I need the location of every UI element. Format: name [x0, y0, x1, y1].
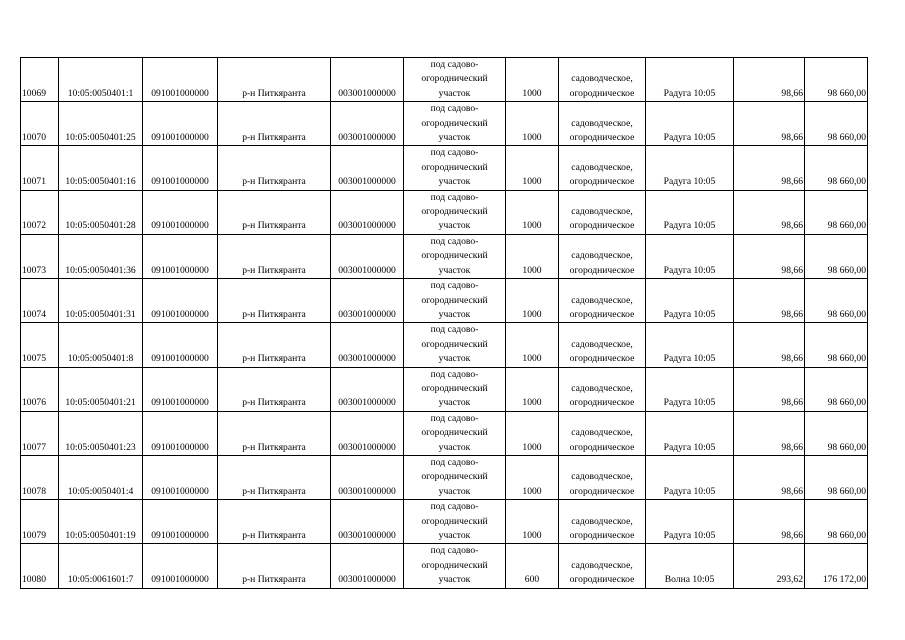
cell-valuation-zone-text: Волна 10:05	[664, 574, 715, 586]
cell-use-category-text: садоводческое, огородническое	[569, 250, 635, 276]
cell-cadastral-number	[59, 146, 143, 190]
cell-specific-value-text: 98,66	[781, 220, 803, 232]
cell-valuation-zone	[646, 411, 734, 455]
cell-valuation-zone-text: Радуга 10:05	[663, 530, 716, 541]
cell-area	[506, 146, 559, 190]
cell-settlement-code	[331, 146, 404, 190]
table-row	[21, 190, 868, 234]
cell-district-text: р-н Питкяранта	[242, 574, 306, 586]
cell-settlement-code-text: 003001000000	[338, 530, 396, 541]
cell-permitted-use	[404, 234, 506, 278]
cell-area	[506, 544, 559, 588]
cell-settlement-code	[331, 455, 404, 499]
cell-use-category	[559, 323, 646, 367]
cell-okato-code	[143, 411, 218, 455]
cell-district-text: р-н Питкяранта	[242, 530, 306, 541]
cell-cadastral-value	[805, 411, 868, 455]
cell-specific-value-text: 98,66	[781, 485, 803, 497]
cell-cadastral-value	[805, 102, 868, 146]
cell-settlement-code-text: 003001000000	[338, 308, 396, 320]
cell-cadastral-number	[59, 544, 143, 588]
cell-record-number-text: 10077	[22, 441, 46, 453]
cell-specific-value	[734, 544, 805, 588]
cell-district	[218, 323, 331, 367]
cell-use-category-text: садоводческое, огородническое	[569, 117, 635, 144]
cell-cadastral-value	[805, 146, 868, 190]
cell-area	[506, 367, 559, 411]
cell-cadastral-number	[59, 367, 143, 411]
cell-okato-code	[143, 190, 218, 234]
cell-specific-value	[734, 58, 805, 102]
table-row	[21, 455, 868, 499]
cell-cadastral-number-text: 10:05:0050401:28	[65, 220, 136, 232]
cell-cadastral-value-text: 98 660,00	[827, 353, 866, 365]
cell-specific-value	[734, 323, 805, 367]
cell-use-category	[559, 234, 646, 278]
cell-area	[506, 323, 559, 367]
cell-permitted-use-text: под садово-огороднический участок	[421, 280, 488, 320]
cell-permitted-use	[404, 411, 506, 455]
cell-cadastral-number-text: 10:05:0050401:31	[65, 308, 136, 320]
cell-valuation-zone	[646, 367, 734, 411]
cell-area-text: 1000	[522, 530, 542, 541]
cell-specific-value-text: 98,66	[781, 87, 803, 99]
cell-valuation-zone	[646, 102, 734, 146]
cell-permitted-use	[404, 500, 506, 544]
cell-specific-value	[734, 146, 805, 190]
cell-valuation-zone	[646, 455, 734, 499]
cell-use-category	[559, 500, 646, 544]
cell-use-category	[559, 411, 646, 455]
cell-specific-value	[734, 279, 805, 323]
cell-record-number-text: 10079	[22, 530, 46, 541]
cell-cadastral-number-text: 10:05:0050401:36	[65, 264, 136, 276]
cell-okato-code-text: 091001000000	[151, 530, 209, 541]
cell-valuation-zone-text: Радуга 10:05	[663, 176, 716, 188]
cell-permitted-use-text: под садово-огороднический участок	[421, 412, 488, 453]
cell-area-text: 1000	[522, 87, 542, 99]
cell-cadastral-value-text: 98 660,00	[827, 87, 866, 99]
cell-use-category-text: садоводческое, огородническое	[569, 338, 635, 365]
cell-district	[218, 146, 331, 190]
cell-area-text: 600	[524, 574, 540, 586]
cell-permitted-use-text: под садово-огороднический участок	[421, 545, 488, 586]
cell-specific-value-text: 98,66	[781, 308, 803, 320]
cell-specific-value	[734, 367, 805, 411]
cell-settlement-code	[331, 234, 404, 278]
cell-settlement-code	[331, 58, 404, 102]
cell-permitted-use-text: под садово-огороднический участок	[421, 147, 488, 188]
cell-okato-code	[143, 279, 218, 323]
table-row	[21, 102, 868, 146]
cell-area-text: 1000	[522, 441, 542, 453]
cell-area-text: 1000	[522, 220, 542, 232]
cell-settlement-code-text: 003001000000	[338, 264, 396, 276]
cell-use-category	[559, 146, 646, 190]
cell-okato-code-text: 091001000000	[151, 308, 209, 320]
cell-cadastral-number-text: 10:05:0050401:21	[65, 397, 136, 409]
cell-cadastral-number-text: 10:05:0050401:1	[67, 87, 134, 99]
cell-use-category	[559, 190, 646, 234]
cell-record-number	[21, 102, 59, 146]
cell-cadastral-value-text: 98 660,00	[827, 132, 866, 144]
cell-district-text: р-н Питкяранта	[242, 441, 306, 453]
cell-okato-code	[143, 455, 218, 499]
cell-valuation-zone-text: Радуга 10:05	[663, 132, 716, 144]
cell-okato-code	[143, 500, 218, 544]
cell-district	[218, 234, 331, 278]
cell-permitted-use-text: под садово-огороднический участок	[421, 456, 488, 497]
cell-use-category-text: садоводческое, огородническое	[569, 427, 635, 453]
cell-cadastral-number	[59, 58, 143, 102]
cell-area	[506, 58, 559, 102]
cell-area-text: 1000	[522, 264, 542, 276]
cell-record-number	[21, 279, 59, 323]
cell-settlement-code-text: 003001000000	[338, 87, 396, 99]
cell-district	[218, 411, 331, 455]
cell-district	[218, 58, 331, 102]
cell-valuation-zone	[646, 234, 734, 278]
cell-cadastral-number-text: 10:05:0050401:16	[65, 176, 136, 188]
cell-district-text: р-н Питкяранта	[242, 132, 306, 144]
cell-record-number	[21, 58, 59, 102]
cell-okato-code-text: 091001000000	[151, 220, 209, 232]
cell-use-category	[559, 367, 646, 411]
cell-okato-code	[143, 146, 218, 190]
cell-settlement-code-text: 003001000000	[338, 132, 396, 144]
cell-record-number	[21, 146, 59, 190]
cell-district-text: р-н Питкяранта	[242, 397, 306, 409]
cell-specific-value-text: 98,66	[781, 441, 803, 453]
cell-specific-value	[734, 455, 805, 499]
cell-use-category-text: садоводческое, огородническое	[569, 471, 635, 497]
cell-cadastral-number	[59, 102, 143, 146]
cell-cadastral-value-text: 98 660,00	[827, 441, 866, 453]
cell-cadastral-number	[59, 279, 143, 323]
cell-district-text: р-н Питкяранта	[242, 485, 306, 497]
cell-okato-code-text: 091001000000	[151, 132, 209, 144]
cell-record-number-text: 10073	[22, 264, 46, 276]
cell-valuation-zone-text: Радуга 10:05	[663, 220, 716, 232]
table-row	[21, 234, 868, 278]
cell-okato-code-text: 091001000000	[151, 176, 209, 188]
table-row	[21, 367, 868, 411]
cell-area	[506, 102, 559, 146]
cell-cadastral-number-text: 10:05:0050401:4	[67, 485, 134, 497]
cell-specific-value-text: 98,66	[781, 353, 803, 365]
cell-settlement-code-text: 003001000000	[338, 220, 396, 232]
cell-use-category	[559, 58, 646, 102]
cell-valuation-zone-text: Радуга 10:05	[663, 308, 716, 320]
cell-cadastral-value-text: 98 660,00	[827, 176, 866, 188]
cell-area-text: 1000	[522, 176, 542, 188]
cell-district-text: р-н Питкяранта	[242, 220, 306, 232]
cell-settlement-code	[331, 544, 404, 588]
cell-cadastral-value	[805, 367, 868, 411]
cell-okato-code	[143, 58, 218, 102]
cell-use-category-text: садоводческое, огородническое	[569, 161, 635, 188]
cell-specific-value-text: 98,66	[781, 132, 803, 144]
cell-valuation-zone-text: Радуга 10:05	[663, 441, 716, 453]
cell-permitted-use-text: под садово-огороднический участок	[421, 191, 488, 232]
table-row	[21, 279, 868, 323]
cell-area	[506, 279, 559, 323]
cell-district	[218, 455, 331, 499]
cell-record-number-text: 10078	[22, 485, 46, 497]
cell-district	[218, 500, 331, 544]
table-row	[21, 500, 868, 544]
cell-specific-value-text: 98,66	[781, 264, 803, 276]
cell-permitted-use	[404, 190, 506, 234]
cell-specific-value-text: 293,62	[776, 574, 803, 586]
cell-record-number-text: 10074	[22, 308, 46, 320]
cell-district-text: р-н Питкяранта	[242, 264, 306, 276]
cell-cadastral-value	[805, 234, 868, 278]
cell-settlement-code	[331, 411, 404, 455]
cell-permitted-use	[404, 367, 506, 411]
cell-area	[506, 500, 559, 544]
cell-area	[506, 190, 559, 234]
cell-specific-value	[734, 102, 805, 146]
cell-cadastral-number	[59, 455, 143, 499]
cell-area-text: 1000	[522, 397, 542, 409]
cell-okato-code-text: 091001000000	[151, 87, 209, 99]
cell-okato-code	[143, 544, 218, 588]
cell-cadastral-value	[805, 58, 868, 102]
cell-cadastral-number	[59, 323, 143, 367]
cell-use-category-text: садоводческое, огородническое	[569, 294, 635, 320]
cell-valuation-zone	[646, 279, 734, 323]
cell-cadastral-value	[805, 279, 868, 323]
cell-use-category-text: садоводческое, огородническое	[569, 382, 635, 409]
cell-area-text: 1000	[522, 132, 542, 144]
cell-specific-value	[734, 500, 805, 544]
cell-district	[218, 190, 331, 234]
cell-use-category	[559, 279, 646, 323]
cell-permitted-use	[404, 455, 506, 499]
land-cadastral-table	[20, 57, 868, 589]
cell-valuation-zone	[646, 323, 734, 367]
cell-settlement-code	[331, 323, 404, 367]
cell-settlement-code-text: 003001000000	[338, 441, 396, 453]
cell-specific-value	[734, 190, 805, 234]
cell-cadastral-value	[805, 500, 868, 544]
table-body	[21, 58, 868, 589]
cell-record-number	[21, 323, 59, 367]
cell-specific-value-text: 98,66	[781, 176, 803, 188]
cell-cadastral-number-text: 10:05:0050401:25	[65, 132, 136, 144]
cell-permitted-use-text: под садово-огороднический участок	[421, 235, 488, 276]
cell-record-number-text: 10076	[22, 397, 46, 409]
cell-use-category	[559, 102, 646, 146]
cell-cadastral-value-text: 98 660,00	[827, 530, 866, 541]
cell-use-category-text: садоводческое, огородническое	[569, 515, 635, 541]
cell-permitted-use	[404, 58, 506, 102]
cell-okato-code-text: 091001000000	[151, 264, 209, 276]
cell-cadastral-number-text: 10:05:0061601:7	[67, 574, 134, 586]
cell-permitted-use-text: под садово-огороднический участок	[421, 368, 488, 409]
cell-specific-value-text: 98,66	[781, 530, 803, 541]
cell-specific-value-text: 98,66	[781, 397, 803, 409]
cell-cadastral-value	[805, 544, 868, 588]
cell-settlement-code-text: 003001000000	[338, 397, 396, 409]
cell-cadastral-number-text: 10:05:0050401:23	[65, 441, 136, 453]
table-row	[21, 146, 868, 190]
cell-permitted-use	[404, 279, 506, 323]
cell-district-text: р-н Питкяранта	[242, 87, 306, 99]
cell-specific-value	[734, 411, 805, 455]
cell-record-number	[21, 455, 59, 499]
cell-settlement-code	[331, 279, 404, 323]
cell-record-number-text: 10069	[22, 87, 46, 99]
cell-permitted-use	[404, 102, 506, 146]
cell-use-category-text: садоводческое, огородническое	[569, 73, 635, 99]
cell-settlement-code	[331, 102, 404, 146]
cell-district	[218, 544, 331, 588]
cell-area	[506, 234, 559, 278]
cell-cadastral-value-text: 98 660,00	[827, 485, 866, 497]
cell-okato-code-text: 091001000000	[151, 574, 209, 586]
cell-cadastral-value	[805, 190, 868, 234]
cell-area-text: 1000	[522, 353, 542, 365]
cell-district-text: р-н Питкяранта	[242, 353, 306, 365]
cell-valuation-zone	[646, 190, 734, 234]
cell-district	[218, 102, 331, 146]
cell-area-text: 1000	[522, 485, 542, 497]
cell-record-number-text: 10080	[22, 574, 46, 586]
cell-valuation-zone-text: Радуга 10:05	[663, 353, 716, 365]
cell-valuation-zone	[646, 500, 734, 544]
cell-cadastral-number	[59, 234, 143, 278]
table-row	[21, 58, 868, 102]
cell-valuation-zone-text: Радуга 10:05	[663, 87, 716, 99]
cell-specific-value	[734, 234, 805, 278]
cell-settlement-code	[331, 190, 404, 234]
cell-cadastral-value-text: 176 172,00	[822, 574, 866, 586]
cell-record-number-text: 10071	[22, 176, 46, 188]
cell-cadastral-number-text: 10:05:0050401:19	[65, 530, 136, 541]
cell-record-number	[21, 411, 59, 455]
cell-settlement-code	[331, 367, 404, 411]
cell-cadastral-value	[805, 323, 868, 367]
cell-valuation-zone-text: Радуга 10:05	[663, 485, 716, 497]
cell-district-text: р-н Питкяранта	[242, 308, 306, 320]
cell-okato-code-text: 091001000000	[151, 441, 209, 453]
cell-cadastral-value-text: 98 660,00	[827, 308, 866, 320]
cell-district-text: р-н Питкяранта	[242, 176, 306, 188]
cell-okato-code	[143, 234, 218, 278]
cell-settlement-code	[331, 500, 404, 544]
cell-okato-code	[143, 367, 218, 411]
cell-permitted-use	[404, 544, 506, 588]
cell-permitted-use-text: под садово-огороднический участок	[421, 501, 488, 541]
cell-okato-code-text: 091001000000	[151, 485, 209, 497]
cell-record-number	[21, 190, 59, 234]
cell-okato-code	[143, 323, 218, 367]
cell-use-category-text: садоводческое, огородническое	[569, 559, 635, 586]
cell-okato-code-text: 091001000000	[151, 397, 209, 409]
cell-use-category-text: садоводческое, огородническое	[569, 206, 635, 232]
cell-valuation-zone	[646, 544, 734, 588]
cell-record-number-text: 10075	[22, 353, 46, 365]
cell-cadastral-number	[59, 500, 143, 544]
cell-cadastral-value-text: 98 660,00	[827, 220, 866, 232]
cell-permitted-use	[404, 146, 506, 190]
cell-record-number-text: 10072	[22, 220, 46, 232]
cell-valuation-zone	[646, 58, 734, 102]
table-row	[21, 544, 868, 588]
cell-area	[506, 455, 559, 499]
cell-record-number-text: 10070	[22, 132, 46, 144]
cell-valuation-zone	[646, 146, 734, 190]
cell-cadastral-number	[59, 411, 143, 455]
cell-district	[218, 279, 331, 323]
cell-record-number	[21, 234, 59, 278]
cell-use-category	[559, 455, 646, 499]
cell-cadastral-value-text: 98 660,00	[827, 397, 866, 409]
cell-settlement-code-text: 003001000000	[338, 574, 396, 586]
cell-cadastral-number	[59, 190, 143, 234]
cell-settlement-code-text: 003001000000	[338, 353, 396, 365]
cell-cadastral-number-text: 10:05:0050401:8	[67, 353, 134, 365]
cell-permitted-use-text: под садово-огороднический участок	[421, 324, 488, 365]
cell-record-number	[21, 367, 59, 411]
cell-cadastral-value	[805, 455, 868, 499]
cell-permitted-use-text: под садово-огороднический участок	[421, 103, 488, 144]
cell-district	[218, 367, 331, 411]
cell-use-category	[559, 544, 646, 588]
cell-okato-code-text: 091001000000	[151, 353, 209, 365]
cell-permitted-use-text: под садово-огороднический участок	[421, 59, 488, 99]
table-row	[21, 323, 868, 367]
cell-area	[506, 411, 559, 455]
cell-area-text: 1000	[522, 308, 542, 320]
cell-settlement-code-text: 003001000000	[338, 485, 396, 497]
cell-okato-code	[143, 102, 218, 146]
cell-record-number	[21, 500, 59, 544]
cell-cadastral-value-text: 98 660,00	[827, 264, 866, 276]
cell-record-number	[21, 544, 59, 588]
cell-permitted-use	[404, 323, 506, 367]
cell-valuation-zone-text: Радуга 10:05	[663, 264, 716, 276]
cell-settlement-code-text: 003001000000	[338, 176, 396, 188]
cell-valuation-zone-text: Радуга 10:05	[663, 397, 716, 409]
table-row	[21, 411, 868, 455]
